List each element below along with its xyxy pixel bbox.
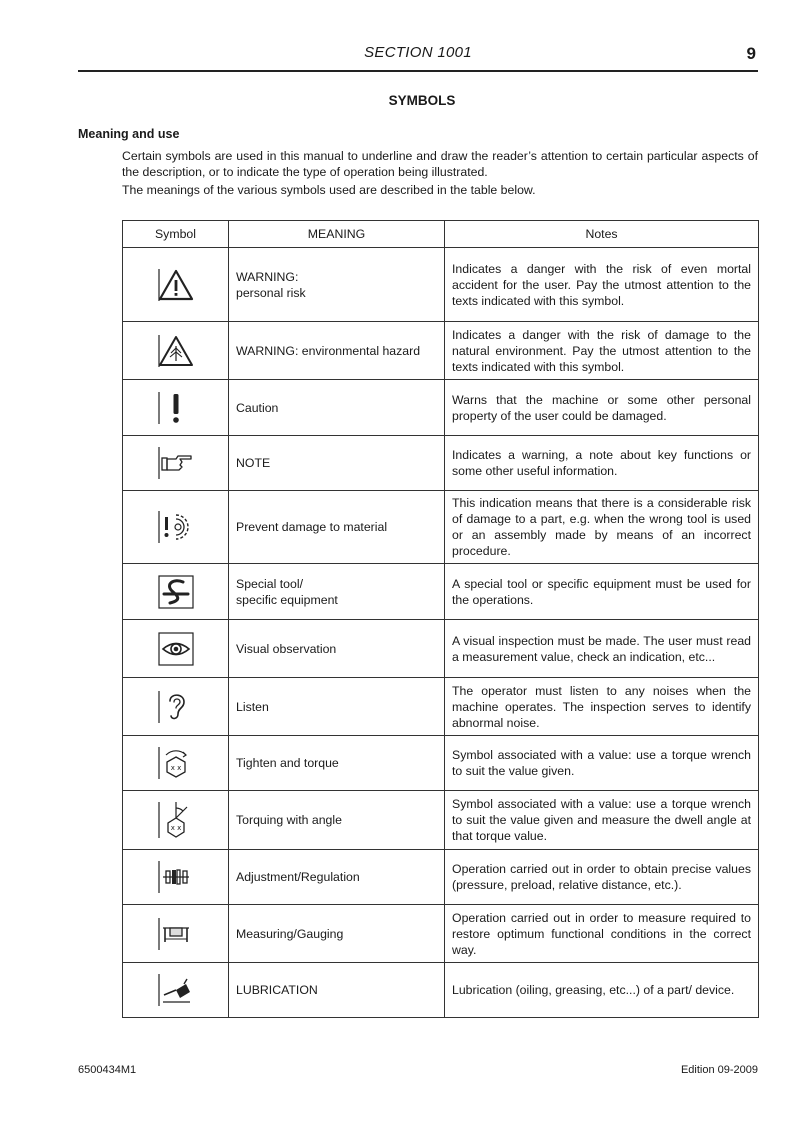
table-header-row bbox=[123, 221, 759, 248]
meaning-text: specific equipment bbox=[236, 592, 338, 607]
meaning-cell bbox=[229, 491, 445, 564]
svg-text:x x: x x bbox=[170, 824, 181, 832]
meaning-cell bbox=[229, 322, 445, 380]
meaning-text: Listen bbox=[236, 699, 269, 714]
meaning-cell bbox=[229, 436, 445, 491]
meaning-text: NOTE bbox=[236, 456, 271, 470]
torque-angle-icon bbox=[156, 798, 196, 842]
symbol-cell bbox=[123, 736, 229, 791]
meaning-text: Caution bbox=[236, 400, 279, 415]
section-title: SECTION 1001 bbox=[364, 44, 472, 61]
symbol-cell bbox=[123, 905, 229, 963]
adjustment-regulation-icon bbox=[156, 857, 196, 897]
symbol-cell bbox=[123, 678, 229, 736]
symbol-cell bbox=[123, 248, 229, 322]
subheading: Meaning and use bbox=[78, 127, 180, 141]
notes-cell: Warns that the machine or some other personal property of the user could be damaged. bbox=[445, 380, 759, 436]
edition-label: Edition 09-2009 bbox=[680, 1064, 758, 1076]
meaning-cell bbox=[229, 791, 445, 850]
meaning-text: WARNING: environmental hazard bbox=[236, 343, 421, 358]
lubrication-oil-can-icon bbox=[156, 970, 196, 1010]
table-row bbox=[123, 678, 759, 736]
table-row bbox=[123, 564, 759, 620]
notes-cell: Indicates a danger with the risk of damage to the natural environment. Pay the utmost attention to the texts indicated with this symbol. bbox=[445, 322, 759, 380]
page-header bbox=[78, 42, 758, 72]
table-row bbox=[123, 963, 759, 1018]
header-meaning: MEANING bbox=[229, 221, 445, 248]
notes-cell: The operator must listen to any noises when the machine operates. The inspection serves to identify abnormal noise. bbox=[445, 678, 759, 736]
notes-cell: This indication means that there is a considerable risk of damage to a part, e.g. when the wrong tool is used or an assembly made by means of an incorrect procedure. bbox=[445, 491, 759, 564]
symbol-cell bbox=[123, 791, 229, 850]
meaning-text: Tighten and torque bbox=[236, 756, 339, 770]
meaning-text: LUBRICATION bbox=[236, 983, 318, 997]
warning-environmental-hazard-icon bbox=[156, 331, 196, 371]
meaning-cell bbox=[229, 905, 445, 963]
symbol-cell bbox=[123, 963, 229, 1018]
notes-cell: Indicates a warning, a note about key functions or some other useful information. bbox=[445, 436, 759, 491]
meaning-cell bbox=[229, 248, 445, 322]
meaning-text: Torquing with angle bbox=[236, 813, 342, 827]
eye-visual-observation-icon bbox=[156, 629, 196, 669]
intro-paragraph-2: The meanings of the various symbols used are described in the table below. bbox=[122, 183, 536, 197]
meaning-cell bbox=[229, 564, 445, 620]
table-row bbox=[123, 850, 759, 905]
table-row bbox=[123, 620, 759, 678]
table-row bbox=[123, 322, 759, 380]
intro-paragraph-1: Certain symbols are used in this manual to underline and draw the reader’s attention to certain particular aspects of the description, or to indicate the type of operation being illustrated. bbox=[122, 149, 758, 179]
meaning-text: personal risk bbox=[236, 285, 306, 300]
page-number: 9 bbox=[746, 44, 756, 63]
meaning-cell bbox=[229, 850, 445, 905]
prevent-damage-gear-icon bbox=[156, 507, 196, 547]
meaning-cell bbox=[229, 736, 445, 791]
table-row bbox=[123, 436, 759, 491]
measuring-gauging-icon bbox=[156, 914, 196, 954]
notes-cell: A special tool or specific equipment must be used for the operations. bbox=[445, 564, 759, 620]
meaning-text: Visual observation bbox=[236, 641, 337, 656]
symbol-cell bbox=[123, 322, 229, 380]
svg-text:x x: x x bbox=[170, 764, 181, 772]
meaning-cell bbox=[229, 380, 445, 436]
notes-cell: A visual inspection must be made. The user must read a measurement value, check an indication, etc... bbox=[445, 620, 759, 678]
table-row bbox=[123, 380, 759, 436]
meaning-cell bbox=[229, 620, 445, 678]
symbol-cell bbox=[123, 564, 229, 620]
header-symbol: Symbol bbox=[123, 221, 229, 248]
header-notes: Notes bbox=[445, 221, 759, 248]
table-row bbox=[123, 491, 759, 564]
page-heading: SYMBOLS bbox=[388, 93, 456, 108]
symbol-cell bbox=[123, 491, 229, 564]
meaning-text: WARNING: bbox=[236, 269, 299, 284]
table-row bbox=[123, 905, 759, 963]
notes-cell: Indicates a danger with the risk of even mortal accident for the user. Pay the utmost attention to the texts indicated with this symbol. bbox=[445, 248, 759, 322]
ear-listen-icon bbox=[156, 687, 196, 727]
special-tool-icon bbox=[156, 572, 196, 612]
table-row bbox=[123, 248, 759, 322]
notes-cell: Symbol associated with a value: use a torque wrench to suit the value given. bbox=[445, 736, 759, 791]
symbol-cell bbox=[123, 850, 229, 905]
table-row bbox=[123, 736, 759, 791]
document-code: 6500434M1 bbox=[78, 1064, 137, 1076]
pointing-hand-note-icon bbox=[156, 443, 196, 483]
meaning-text: Prevent damage to material bbox=[236, 520, 388, 534]
meaning-text: Adjustment/Regulation bbox=[236, 870, 360, 884]
meaning-text: Measuring/Gauging bbox=[236, 926, 344, 941]
symbol-cell bbox=[123, 436, 229, 491]
notes-cell: Operation carried out in order to obtain precise values (pressure, preload, relative distance, etc.). bbox=[445, 850, 759, 905]
tighten-torque-icon bbox=[156, 743, 196, 783]
symbol-cell bbox=[123, 380, 229, 436]
notes-cell: Operation carried out in order to measure required to restore optimum functional conditions in the correct way. bbox=[445, 905, 759, 963]
table-row bbox=[123, 791, 759, 850]
warning-personal-risk-icon bbox=[156, 265, 196, 305]
meaning-cell bbox=[229, 678, 445, 736]
symbol-cell bbox=[123, 620, 229, 678]
notes-cell: Symbol associated with a value: use a torque wrench to suit the value given and measure the dwell angle at that torque value. bbox=[445, 791, 759, 850]
symbols-table bbox=[122, 220, 759, 1018]
meaning-text: Special tool/ bbox=[236, 576, 303, 591]
meaning-cell bbox=[229, 963, 445, 1018]
notes-cell: Lubrication (oiling, greasing, etc...) of a part/ device. bbox=[445, 963, 759, 1018]
intro-text bbox=[122, 148, 758, 200]
caution-exclamation-icon bbox=[156, 388, 196, 428]
